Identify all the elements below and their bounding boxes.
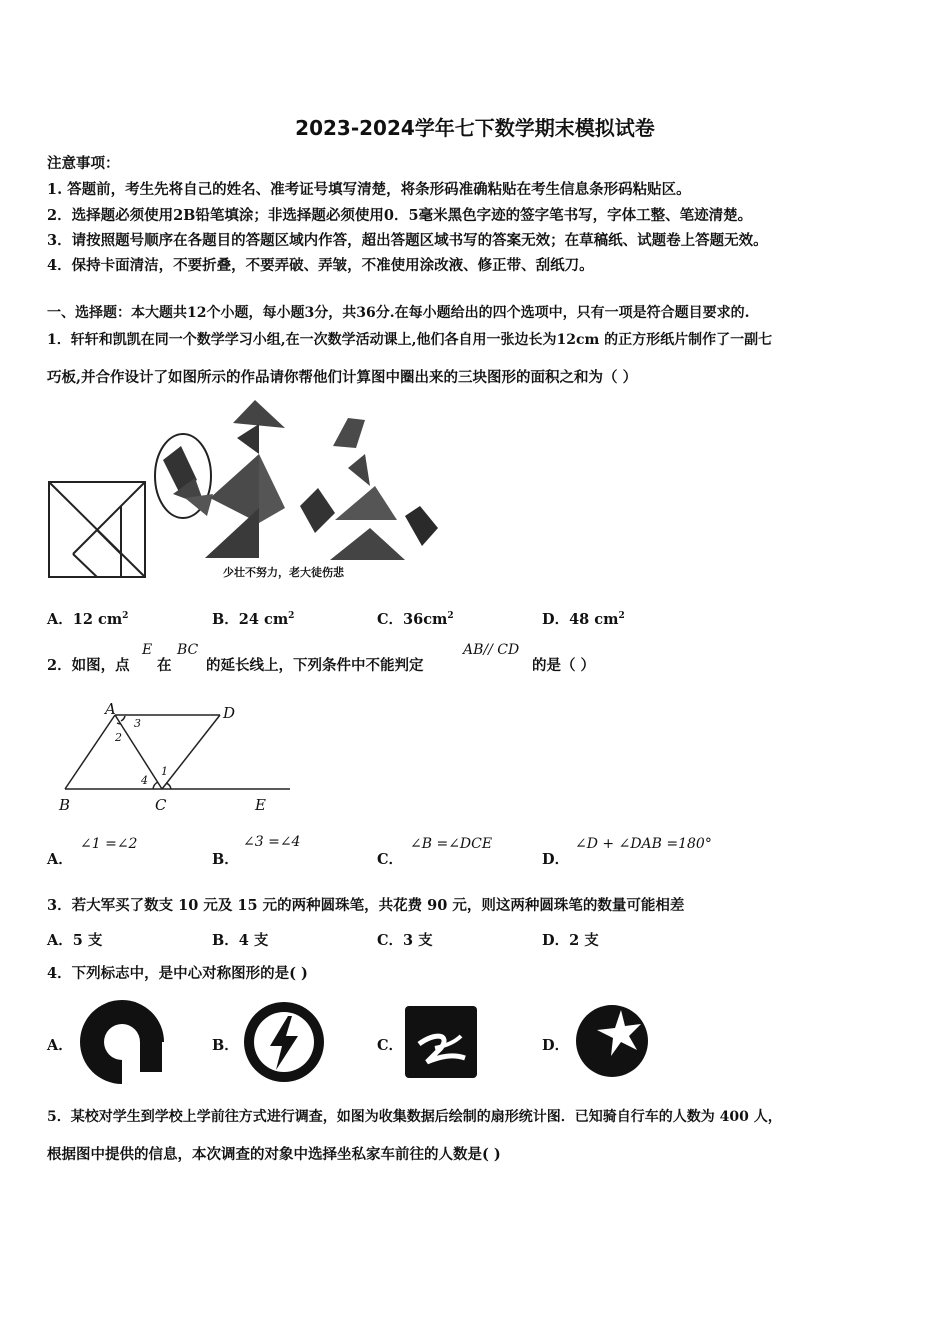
- q2-text-part: 的延长线上，下列条件中不能判定: [206, 657, 424, 674]
- q2-option-d-label[interactable]: D．: [542, 851, 570, 868]
- q2-text-part: 在: [157, 657, 172, 674]
- note-item: 3．请按照题号顺序在各题目的答题区域内作答，超出答题区域书写的答案无效；在草稿纸、试题卷上答题无效。: [47, 232, 768, 249]
- q1-option-a[interactable]: A．12 $cm^2$: [47, 611, 129, 628]
- tangram-piece: [210, 454, 259, 523]
- tangram-piece: [348, 454, 370, 486]
- q2-geometry-figure: [55, 698, 305, 818]
- q2-option-a-label[interactable]: A．: [47, 851, 73, 868]
- q2-point-e: E: [142, 642, 153, 658]
- tangram-piece: [335, 486, 397, 520]
- q1-option-c[interactable]: C．$36cm^2$: [377, 611, 454, 628]
- tangram-piece: [405, 506, 438, 546]
- fig-angle-3: 3: [134, 717, 141, 730]
- q2-option-d[interactable]: ∠D + ∠DAB =180°: [575, 836, 712, 852]
- q1-tangram-figure: [45, 398, 445, 583]
- q4-logo-b: [242, 1000, 326, 1084]
- q5-text-line2: 根据图中提供的信息，本次调查的对象中选择坐私家车前往的人数是( ): [47, 1146, 501, 1163]
- fig-angle-2: 2: [115, 731, 122, 744]
- q4-logo-a: [78, 999, 168, 1085]
- notes-heading: 注意事项：: [47, 155, 120, 172]
- tangram-piece: [237, 424, 259, 454]
- q5-text-line1: 5．某校对学生到学校上学前往方式进行调查，如图为收集数据后绘制的扇形统计图．已知骑自行车的人数为 400 人，: [47, 1109, 782, 1125]
- q3-text: 3．若大军买了数支 10 元及 15 元的两种圆珠笔，共花费 90 元，则这两种圆珠笔的数量可能相差: [47, 897, 685, 914]
- fig-label-d: D: [223, 704, 236, 722]
- q4-option-a[interactable]: A．: [47, 1037, 73, 1054]
- note-item: 1. 答题前，考生先将自己的姓名、准考证号填写清楚，将条形码准确粘贴在考生信息条形码粘贴区。: [47, 181, 691, 198]
- section-heading: 一、选择题：本大题共12个小题，每小题3分，共36分.在每小题给出的四个选项中，只有一项是符合题目要求的.: [47, 305, 750, 321]
- q3-option-b[interactable]: B．4 支: [212, 932, 269, 949]
- q1-option-b[interactable]: B．24 $cm^2$: [212, 611, 295, 628]
- fig-angle-1: 1: [161, 765, 168, 778]
- tangram-piece: [233, 400, 285, 428]
- q2-parallel-condition: AB// CD: [463, 642, 520, 658]
- q1-text-line1: 1．轩轩和凯凯在同一个数学学习小组,在一次数学活动课上,他们各自用一张边长为12cm 的正方形纸片制作了一副七: [47, 332, 773, 348]
- q4-text: 4．下列标志中，是中心对称图形的是( ): [47, 965, 308, 982]
- q3-option-d[interactable]: D．2 支: [542, 932, 599, 949]
- fig-label-e: E: [255, 796, 266, 814]
- note-item: 4．保持卡面清洁，不要折叠，不要弄破、弄皱，不准使用涂改液、修正带、刮纸刀。: [47, 257, 594, 274]
- tangram-piece: [259, 454, 285, 523]
- tangram-square: [49, 482, 145, 577]
- q2-option-c[interactable]: ∠B =∠DCE: [410, 836, 493, 852]
- fig-label-a: A: [105, 700, 116, 718]
- fig-angle-4: 4: [141, 774, 148, 787]
- fig-label-b: B: [59, 796, 71, 814]
- q1-caption: 少壮不努力，老大徒伤悲: [223, 566, 344, 579]
- q4-logo-c: [405, 1006, 479, 1080]
- q2-text-part: 2．如图，点: [47, 657, 130, 674]
- q2-segment-bc: BC: [177, 642, 199, 658]
- tangram-piece: [333, 418, 365, 448]
- q3-option-c[interactable]: C．3 支: [377, 932, 433, 949]
- q4-option-b[interactable]: B．: [212, 1037, 239, 1054]
- q2-option-c-label[interactable]: C．: [377, 851, 404, 868]
- tangram-piece: [300, 488, 335, 533]
- q2-option-b[interactable]: ∠3 =∠4: [243, 834, 301, 850]
- note-item: 2．选择题必须使用2B铅笔填涂；非选择题必须使用0．5毫米黑色字迹的签字笔书写，字体工整、笔迹清楚。: [47, 207, 753, 224]
- q2-text-part: 的是（ ）: [532, 657, 596, 674]
- q4-logo-d: [575, 1002, 651, 1080]
- tangram-piece: [330, 528, 405, 560]
- page-title: 2023-2024学年七下数学期末模拟试卷: [295, 116, 655, 140]
- q2-option-b-label[interactable]: B．: [212, 851, 239, 868]
- q2-option-a[interactable]: ∠1 =∠2: [80, 836, 138, 852]
- q1-option-d[interactable]: D．48 $cm^2$: [542, 611, 625, 628]
- q4-option-c[interactable]: C．: [377, 1037, 404, 1054]
- q4-option-d[interactable]: D．: [542, 1037, 570, 1054]
- fig-label-c: C: [155, 796, 167, 814]
- q1-text-line2: 巧板,并合作设计了如图所示的作品请你帮他们计算图中圈出来的三块图形的面积之和为（ ）: [47, 369, 638, 386]
- q3-option-a[interactable]: A．5 支: [47, 932, 103, 949]
